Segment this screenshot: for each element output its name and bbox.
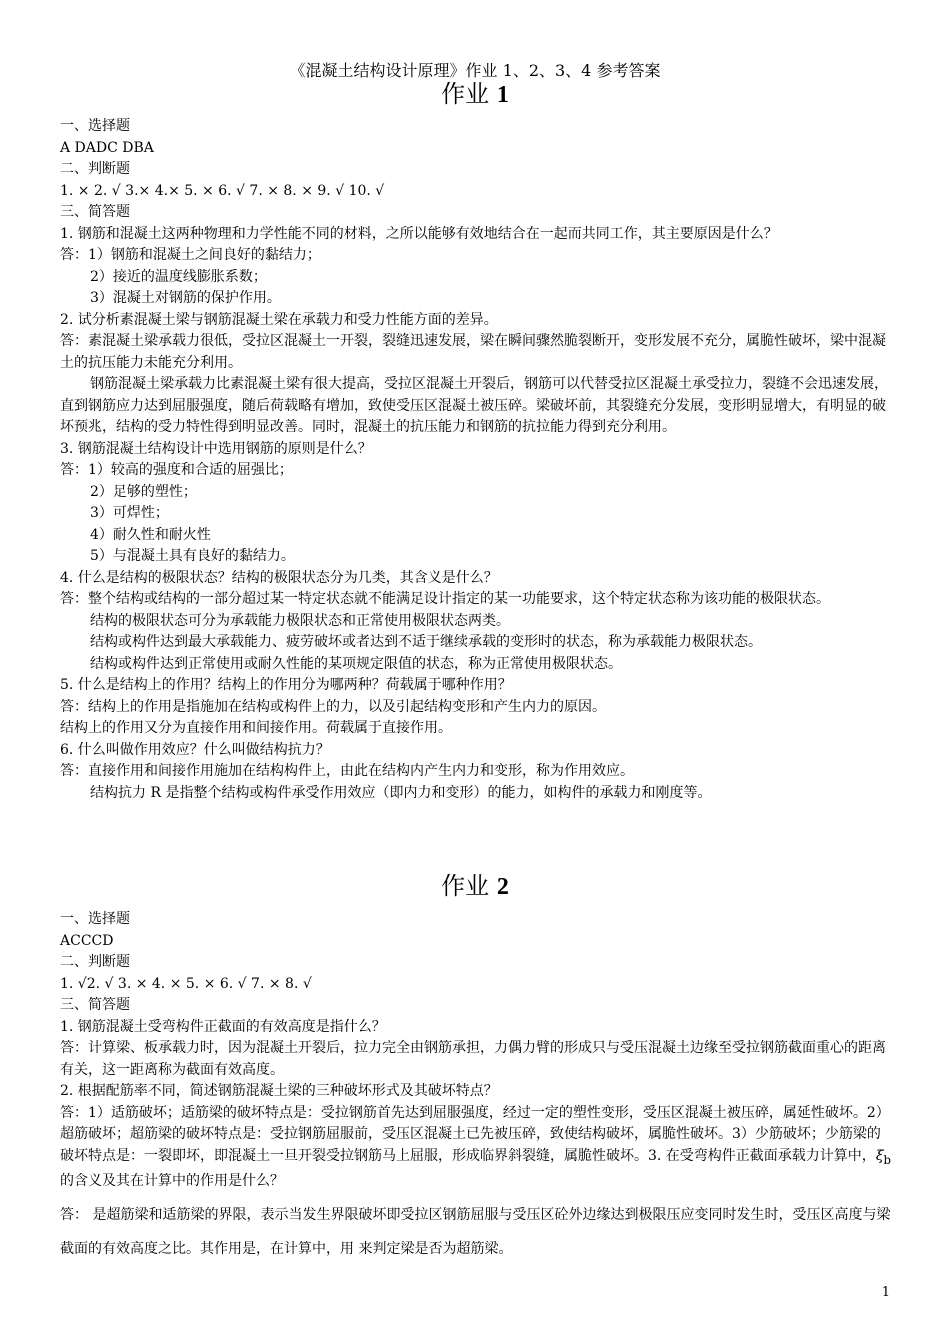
heading-text: 作业 [441,80,490,108]
answer-item: 3）可焊性； [90,505,169,521]
answer-text: 答：1）适筋破坏；适筋梁的破坏特点是：受拉钢筋首先达到屈服强度，经过一定的塑性变形，受压区混凝土被压碎，属延性破坏。2）超筋破坏；超筋梁的破坏特点是：受拉钢筋屈服前，受压区混凝土已先被压碎，致使结构破坏，属脆性破坏。3）少筋破坏；少筋梁的破坏特点是：一裂即坏，即混凝土一旦开裂受拉钢筋马上屈服，形成临界斜裂缝，属脆性破坏。3. 在受弯构件正截面承载力计算中， [60,1104,890,1164]
answer: 答： 是超筋梁和适筋梁的界限，表示当发生界限破坏即受拉区钢筋屈服与受压区砼外边缘达到极限压应变同时发生时，受压区高度与梁截面的有效高度之比。其作用是，在计算中，用 来判定梁是否为超筋梁。 [60,1207,891,1258]
answer: 答：整个结构或结构的一部分超过某一特定状态就不能满足设计指定的某一功能要求，这个特定状态称为该功能的极限状态。 [60,591,830,607]
answer: 答：直接作用和间接作用施加在结构构件上，由此在结构内产生内力和变形，称为作用效应。 [60,763,634,779]
answer: 答：1）较高的强度和合适的屈强比； [60,462,293,478]
question: 6. 什么叫做作用效应？什么叫做结构抗力？ [60,741,330,758]
section-heading: 一、选择题 [60,911,130,927]
answer: 答：计算梁、板承载力时，因为混凝土开裂后，拉力完全由钢筋承担，力偶力臂的形成只与受压混凝土边缘至受拉钢筋截面重心的距离有关，这一距离称为截面有效高度。 [60,1040,886,1078]
choice-answers: ACCCD [60,932,114,949]
section-heading: 三、简答题 [60,997,130,1013]
answer-paragraph: 结构或构件达到最大承载能力、疲劳破坏或者达到不适于继续承载的变形时的状态，称为承载能力极限状态。 [90,634,762,650]
answer-paragraph: 结构抗力 R 是指整个结构或构件承受作用效应（即内力和变形）的能力，如构件的承载力和刚度等。 [90,784,712,801]
question: 4. 什么是结构的极限状态？结构的极限状态分为几类，其含义是什么？ [60,569,498,586]
heading-number: 1 [496,82,509,108]
answer-item: 4）耐久性和耐火性 [90,526,211,543]
judgement-answers: 1. × 2. √ 3.× 4.× 5. × 6. √ 7. × 8. × 9. √ 10. √ [60,182,385,199]
answer-paragraph: 结构或构件达到正常使用或耐久性能的某项规定限值的状态，称为正常使用极限状态。 [90,655,622,672]
question: 2. 根据配筋率不同，简述钢筋混凝土梁的三种破坏形式及其破坏特点？ [60,1083,498,1099]
answer: 答：结构上的作用是指施加在结构或构件上的力，以及引起结构变形和产生内力的原因。 [60,698,606,715]
question: 1. 钢筋和混凝土这两种物理和力学性能不同的材料，之所以能够有效地结合在一起而共同工作，其主要原因是什么？ [60,225,778,242]
question: 1. 钢筋混凝土受弯构件正截面的有效高度是指什么？ [60,1018,386,1035]
section-heading: 三、简答题 [60,204,130,220]
document-title: 《混凝土结构设计原理》作业 1、2、3、4 参考答案 [289,61,661,80]
answer: 答：素混凝土梁承载力很低，受拉区混凝土一开裂，裂缝迅速发展，梁在瞬间骤然脆裂断开，变形发展不充分，属脆性破坏，梁中混凝土的抗压能力未能充分利用。 [60,333,886,371]
question: 5. 什么是结构上的作用？结构上的作用分为哪两种？荷载属于哪种作用？ [60,677,512,693]
answer-item: 5）与混凝土具有良好的黏结力。 [90,548,295,564]
page-number: 1 [881,1285,890,1300]
homework-2-heading [0,872,950,901]
choice-answers: A DADC DBA [60,139,154,156]
answer: 答：1）钢筋和混凝土之间良好的黏结力； [60,247,321,263]
section-heading: 二、判断题 [60,161,130,177]
heading-text: 作业 [441,872,490,900]
section-heading: 一、选择题 [60,118,130,134]
answer-paragraph: 钢筋混凝土梁承载力比素混凝土梁有很大提高，受拉区混凝土开裂后，钢筋可以代替受拉区混凝土承受拉力，裂缝不会迅速发展，直到钢筋应力达到屈服强度，随后荷载略有增加，致使受压区混凝土被压碎。梁破坏前，其裂缝充分发展，变形明显增大，有明显的破坏预兆，结构的受力特性得到明显改善。同时，混凝土的抗压能力和钢筋的抗拉能力得到充分利用。 [60,376,888,435]
homework-2-content [60,909,892,1266]
answer-item: 3）混凝土对钢筋的保护作用。 [90,290,281,306]
homework-1-heading [0,80,950,109]
xi-subscript: b [883,1152,891,1167]
question: 3. 钢筋混凝土结构设计中选用钢筋的原则是什么？ [60,440,372,457]
xi-symbol: ξ [875,1147,884,1164]
answer-item: 2）足够的塑性； [90,483,197,500]
answer-item: 2）接近的温度线膨胀系数； [90,268,267,285]
heading-number: 2 [496,874,509,900]
judgement-answers: 1. √2. √ 3. × 4. × 5. × 6. √ 7. × 8. √ [60,975,312,992]
question: 2. 试分析素混凝土梁与钢筋混凝土梁在承载力和受力性能方面的差异。 [60,311,498,328]
homework-1-content [60,116,892,804]
answer [60,1103,892,1193]
answer-paragraph: 结构的极限状态可分为承载能力极限状态和正常使用极限状态两类。 [90,612,510,629]
answer-paragraph: 结构上的作用又分为直接作用和间接作用。荷载属于直接作用。 [60,720,452,736]
section-heading: 二、判断题 [60,954,130,970]
answer-text: 的含义及其在计算中的作用是什么？ [60,1172,284,1189]
